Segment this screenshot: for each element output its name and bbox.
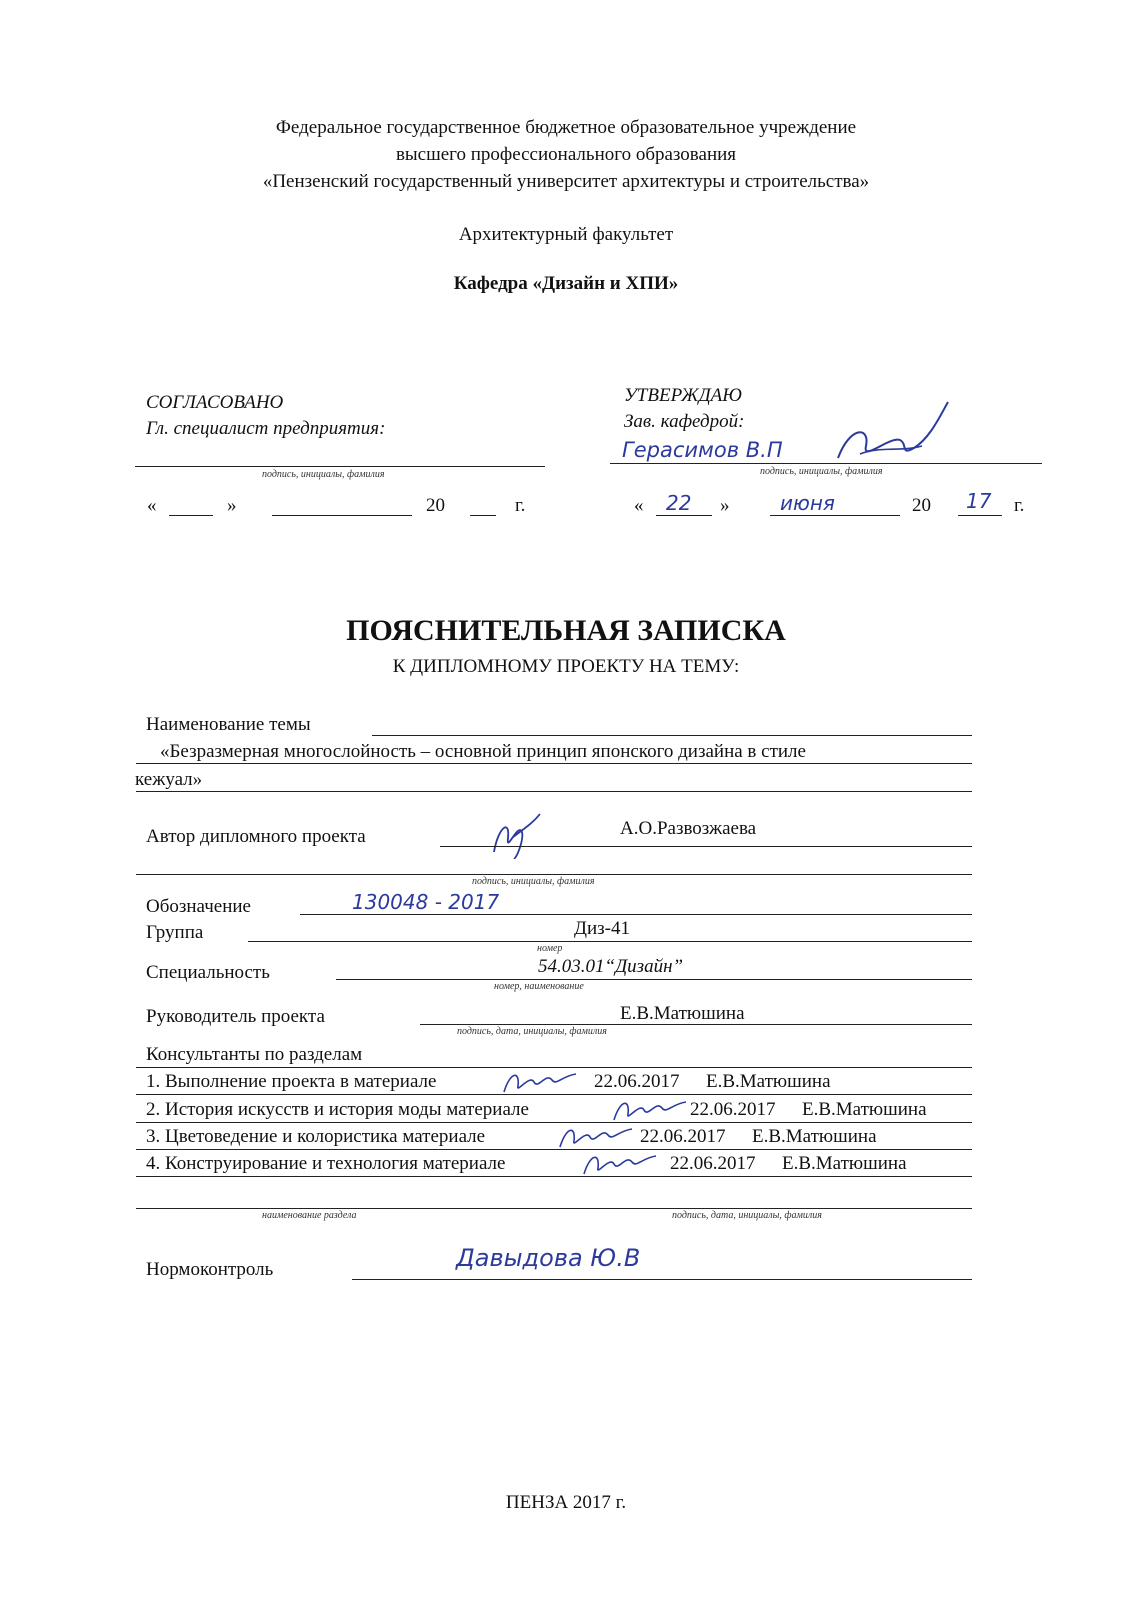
approval-left-title: СОГЛАСОВАНО [146,392,284,413]
consultant-section-1: 1. Выполнение проекта в материале [146,1071,437,1092]
consultant-section-3: 3. Цветоведение и колористика материале [146,1126,486,1147]
approval-right-name-handwritten: Герасимов В.П [622,438,783,462]
header-line-2: высшего профессионального образования [395,144,737,165]
section-caption: наименование раздела [262,1210,357,1221]
city-year: ПЕНЗА 2017 г. [505,1492,627,1513]
consultant-date-4: 22.06.2017 [670,1153,756,1174]
approval-left-role: Гл. специалист предприятия: [146,418,386,439]
supervisor-underline [420,1024,972,1025]
consultant-section-2: 2. История искусств и история моды материале [146,1099,529,1120]
approval-right-year-hand: 17 [966,489,992,513]
approval-right-date-open: « [634,495,644,516]
consultant-date-2: 22.06.2017 [690,1099,776,1120]
approval-right-caption: подпись, инициалы, фамилия [760,466,883,477]
consultant-underline-3 [136,1149,972,1150]
supervisor-caption: подпись, дата, инициалы, фамилия [457,1026,607,1037]
consultant-date-3: 22.06.2017 [640,1126,726,1147]
author-underline [440,846,972,847]
approval-right-role: Зав. кафедрой: [624,411,745,432]
approval-right-day-line [656,515,712,516]
header-line-3: «Пензенский государственный университет архитектуры и строительства» [262,171,870,192]
approval-left-year-suffix: г. [515,495,526,516]
signature-caption: подпись, дата, инициалы, фамилия [672,1210,822,1221]
topic-line-3-underline [136,791,972,792]
supervisor-value: Е.В.Матюшина [620,1003,745,1024]
normcontrol-label: Нормоконтроль [146,1259,274,1280]
consultant-name-1: Е.В.Матюшина [706,1071,831,1092]
consultant-name-4: Е.В.Матюшина [782,1153,907,1174]
approval-left-signature-line [135,466,545,467]
approval-right-year-prefix: 20 [912,495,931,516]
document-subtitle: К ДИПЛОМНОМУ ПРОЕКТУ НА ТЕМУ: [392,656,740,677]
normcontrol-underline [352,1279,972,1280]
approval-right-year-suffix: г. [1014,495,1025,516]
group-value: Диз-41 [574,918,630,939]
consultants-caption-line [136,1208,972,1209]
specialty-caption: номер, наименование [494,981,584,992]
consultants-label: Консультанты по разделам [146,1044,363,1065]
consultant-name-2: Е.В.Матюшина [802,1099,927,1120]
approval-right-year-line [958,515,1002,516]
approval-left-date-open: « [147,495,157,516]
approval-right-month: июня [780,491,835,515]
approval-right-title: УТВЕРЖДАЮ [624,385,742,406]
consultant-section-4: 4. Конструирование и технология материале [146,1153,506,1174]
consultant-signature-1-icon [500,1064,580,1098]
topic-label: Наименование темы [146,714,311,735]
author-underline-2 [136,874,972,875]
specialty-underline [336,979,972,980]
approval-left-day-line [169,515,213,516]
header-line-1: Федеральное государственное бюджетное образовательное учреждение [275,117,857,138]
topic-line-2-underline [136,763,972,764]
approval-left-year-prefix: 20 [426,495,445,516]
consultant-underline-2 [136,1122,972,1123]
approval-left-date-close: » [227,495,237,516]
group-label: Группа [146,922,204,943]
author-label: Автор дипломного проекта [146,826,366,847]
specialty-label: Специальность [146,962,270,983]
group-caption: номер [537,943,563,954]
department: Кафедра «Дизайн и ХПИ» [453,273,679,294]
approval-left-year-line [470,515,496,516]
topic-text-line-1: «Безразмерная многослойность – основной принцип японского дизайна в стиле [160,741,806,762]
author-value: А.О.Развозжаева [620,818,757,839]
approval-right-date-close: » [720,495,730,516]
specialty-value: 54.03.01“Дизайн” [538,956,684,977]
designation-value: 130048 - 2017 [352,890,500,914]
approval-left-caption: подпись, инициалы, фамилия [262,469,385,480]
consultant-underline-1 [136,1094,972,1095]
author-caption: подпись, инициалы, фамилия [472,876,595,887]
designation-underline [300,914,972,915]
approval-right-day: 22 [666,491,692,515]
supervisor-label: Руководитель проекта [146,1006,325,1027]
designation-label: Обозначение [146,896,251,917]
consultant-name-3: Е.В.Матюшина [752,1126,877,1147]
topic-line-1-underline [372,735,972,736]
consultant-underline-4 [136,1176,972,1177]
consultant-signature-4-icon [580,1146,660,1180]
document-title: ПОЯСНИТЕЛЬНАЯ ЗАПИСКА [346,614,786,647]
approval-right-signature-line [610,463,1042,464]
approval-left-month-line [272,515,412,516]
consultant-date-1: 22.06.2017 [594,1071,680,1092]
group-underline [248,941,972,942]
topic-text-line-2: кежуал» [135,769,203,790]
normcontrol-value: Давыдова Ю.В [456,1244,641,1272]
approval-right-month-line [770,515,900,516]
faculty: Архитектурный факультет [458,224,674,245]
author-signature-icon [488,808,544,864]
